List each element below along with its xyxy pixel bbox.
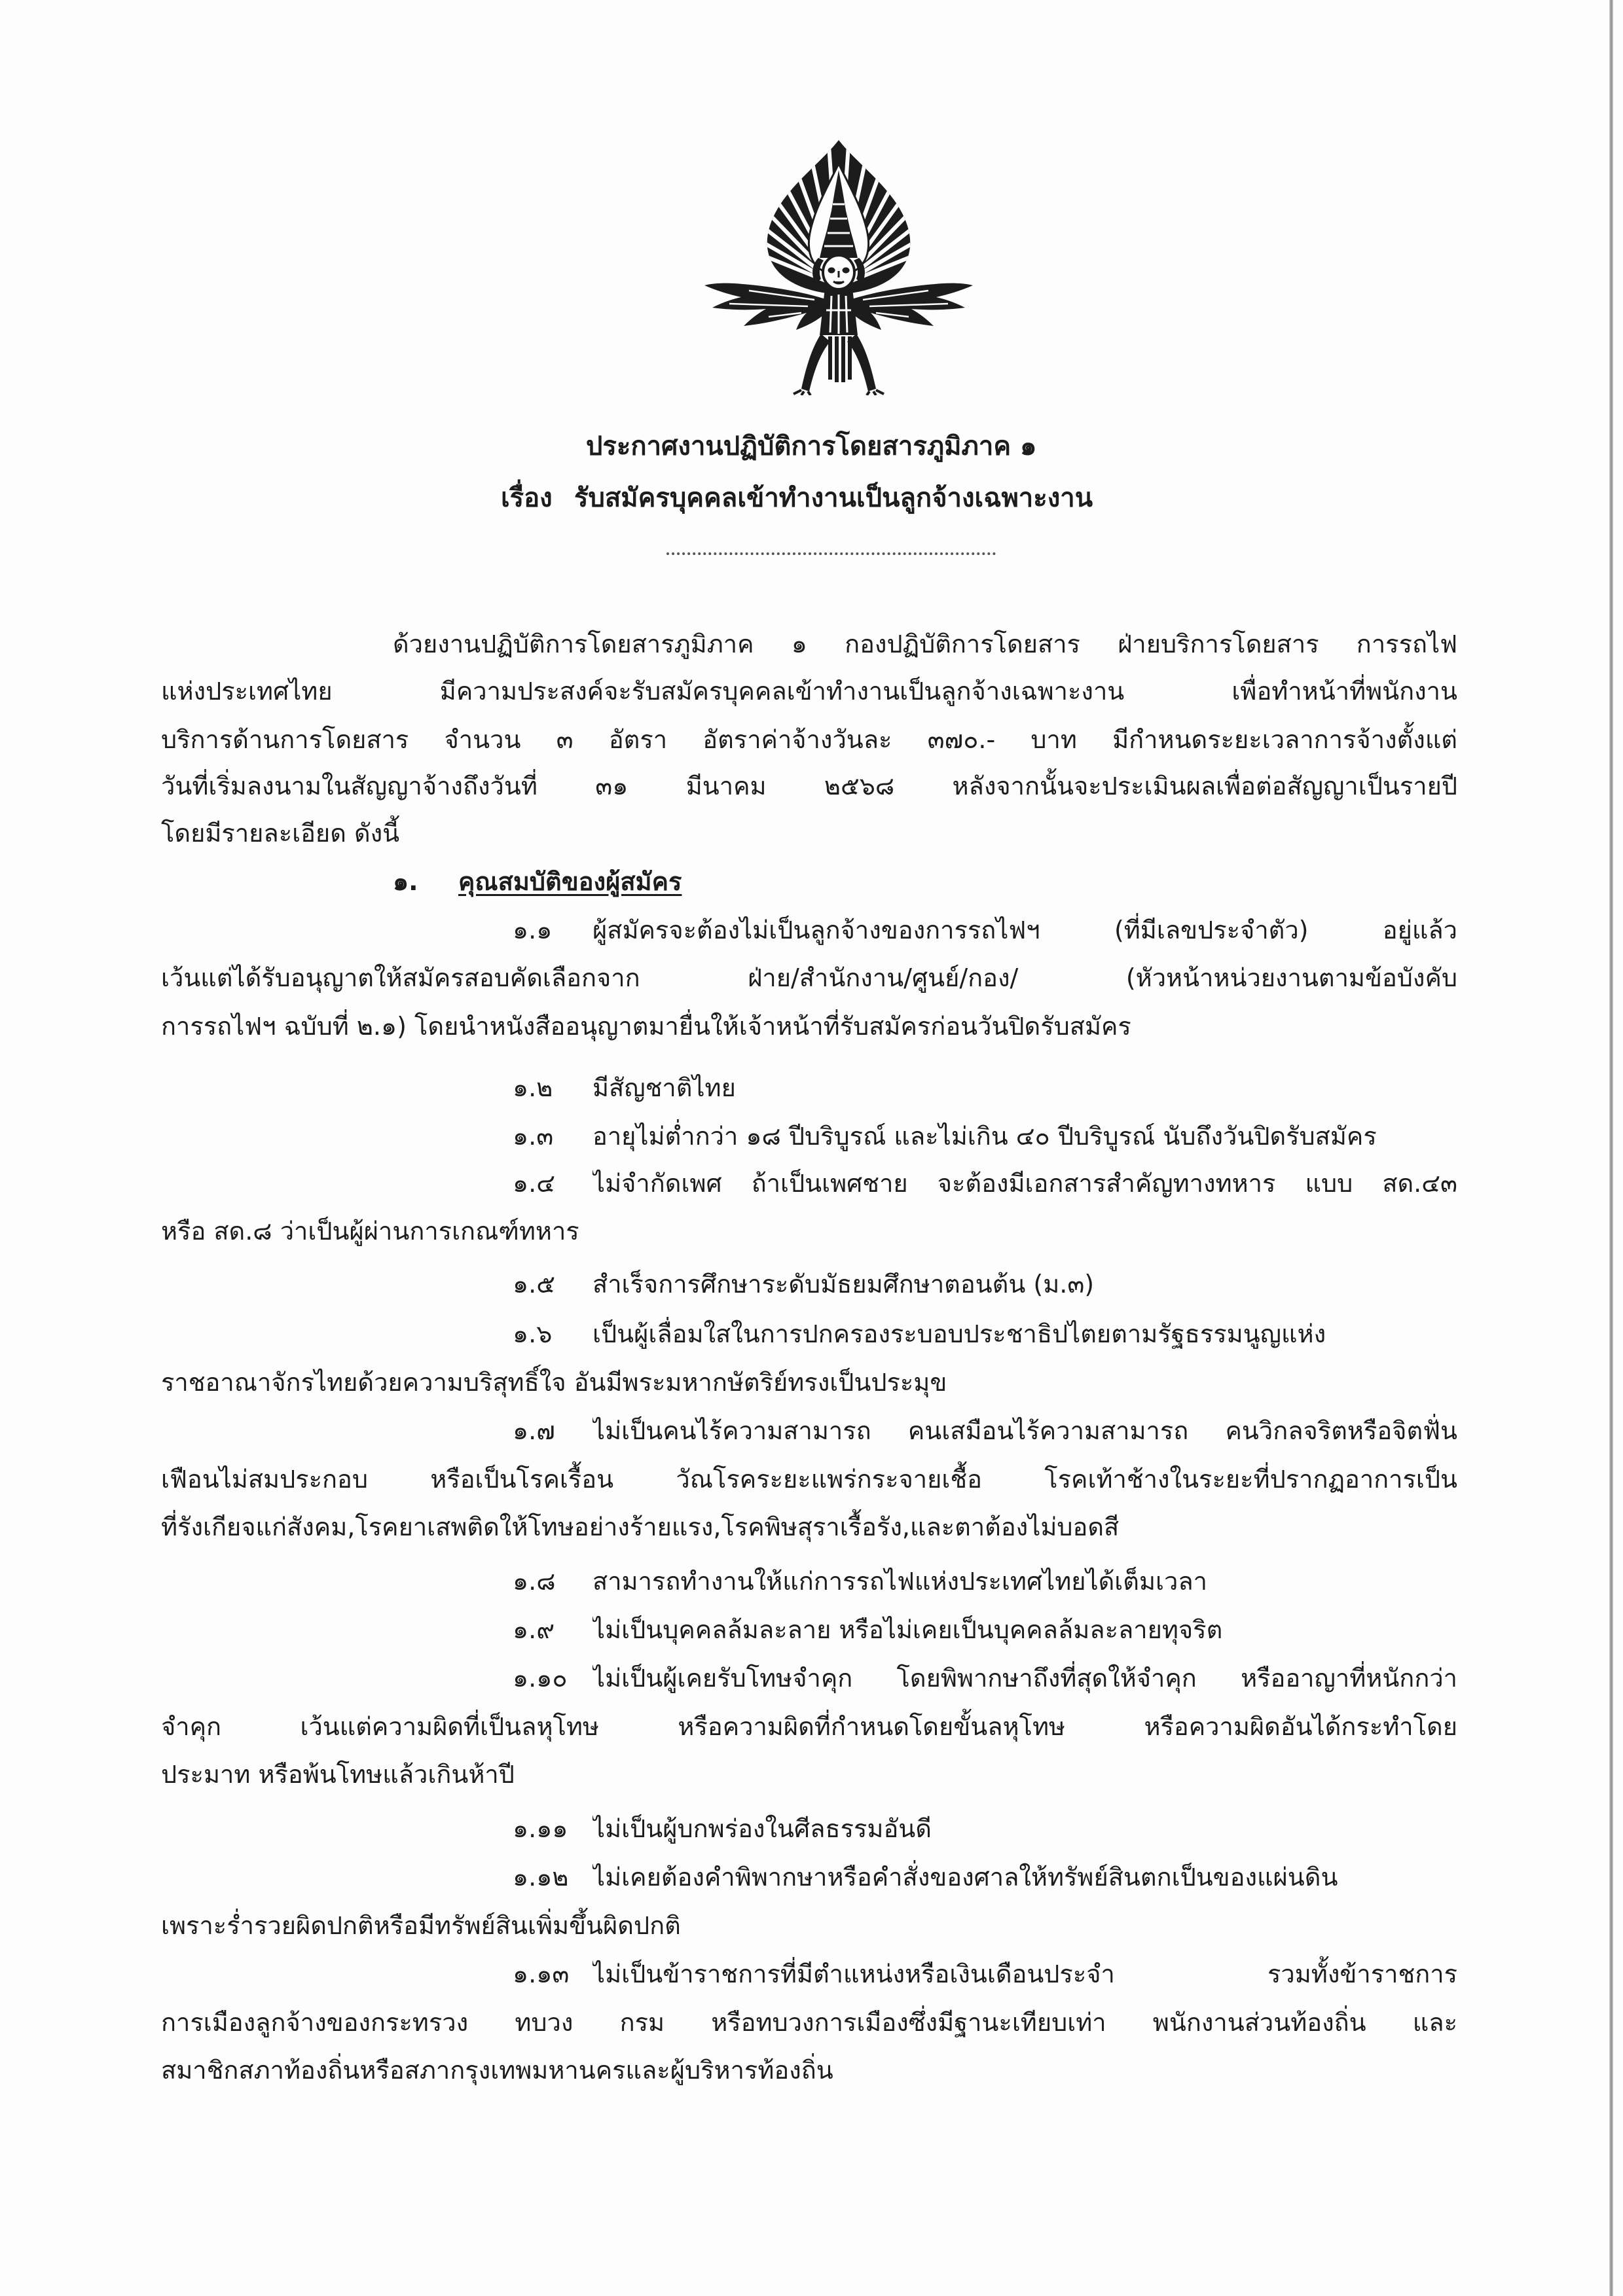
- intro-line: บริการด้านการโดยสาร จำนวน ๓ อัตรา อัตราค่าจ้างวันละ ๓๗๐.- บาท มีกำหนดระยะเวลาการจ้างตั้งแต่: [161, 725, 1457, 754]
- item-line: ประมาท หรือพ้นโทษแล้วเกินห้าปี: [161, 1760, 515, 1789]
- item-line: สมาชิกสภาท้องถิ่นหรือสภากรุงเทพมหานครและผู้บริหารท้องถิ่น: [161, 2056, 833, 2085]
- item-line: สำเร็จการศึกษาระดับมัธยมศึกษาตอนต้น (ม.๓): [593, 1270, 1095, 1299]
- item-line: การรถไฟฯ ฉบับที่ ๒.๑) โดยนำหนังสืออนุญาตมายื่นให้เจ้าหน้าที่รับสมัครก่อนวันปิดรับสมัคร: [161, 1012, 1131, 1041]
- item-line: เว้นแต่ได้รับอนุญาตให้สมัครสอบคัดเลือกจาก ฝ่าย/สำนักงาน/ศูนย์/กอง/ (หัวหน้าหน่วยงานตามข้อบังคับ: [161, 963, 1457, 992]
- item-line: ไม่เป็นผู้บกพร่องในศีลธรรมอันดี: [593, 1814, 932, 1843]
- item-number: ๑.๒: [513, 1073, 553, 1102]
- page-title: ประกาศงานปฏิบัติการโดยสารภูมิภาค ๑: [586, 431, 1037, 461]
- item-line: การเมืองลูกจ้างของกระทรวง ทบวง กรม หรือทบวงการเมืองซึ่งมีฐานะเทียบเท่า พนักงานส่วนท้องถิ่น และ: [161, 2008, 1457, 2037]
- item-number: ๑.๑๓: [513, 1960, 570, 1988]
- intro-line: แห่งประเทศไทย มีความประสงค์จะรับสมัครบุคคลเข้าทำงานเป็นลูกจ้างเฉพาะงาน เพื่อทำหน้าที่พนักงาน: [161, 677, 1457, 706]
- railway-emblem-logo: [703, 139, 974, 395]
- item-line: สามารถทำงานให้แก่การรถไฟแห่งประเทศไทยได้เต็มเวลา: [593, 1567, 1207, 1596]
- item-line: เป็นผู้เลื่อมใสในการปกครองระบอบประชาธิปไตยตามรัฐธรรมนูญแห่ง: [593, 1319, 1326, 1348]
- item-line: ไม่เป็นบุคคลล้มละลาย หรือไม่เคยเป็นบุคคลล้มละลายทุจริต: [593, 1615, 1223, 1644]
- item-line: ราชอาณาจักรไทยด้วยความบริสุทธิ์ใจ อันมีพระมหากษัตริย์ทรงเป็นประมุข: [161, 1368, 947, 1397]
- item-number: ๑.๖: [513, 1319, 553, 1348]
- subject-title: รับสมัครบุคคลเข้าทำงานเป็นลูกจ้างเฉพาะงาน: [574, 483, 1093, 513]
- item-line: หรือ สด.๘ ว่าเป็นผู้ผ่านการเกณฑ์ทหาร: [161, 1217, 579, 1246]
- item-line: ไม่เป็นข้าราชการที่มีตำแหน่งหรือเงินเดือนประจำ รวมทั้งข้าราชการ: [593, 1960, 1457, 1988]
- section-number: ๑.: [393, 867, 418, 896]
- item-number: ๑.๓: [513, 1122, 554, 1151]
- emblem-left-wing: [704, 283, 829, 330]
- item-number: ๑.๑: [513, 916, 553, 944]
- item-line: เพราะร่ำรวยผิดปกติหรือมีทรัพย์สินเพิ่มขึ้นผิดปกติ: [161, 1911, 681, 1940]
- item-number: ๑.๗: [513, 1416, 555, 1445]
- section-heading: คุณสมบัติของผู้สมัคร: [458, 867, 682, 896]
- emblem-tail-columns: [830, 336, 850, 382]
- intro-line: วันที่เริ่มลงนามในสัญญาจ้างถึงวันที่ ๓๑ มีนาคม ๒๕๖๘ หลังจากนั้นจะประเมินผลเพื่อต่อสัญญาเป็นรายปี: [161, 772, 1457, 800]
- item-number: ๑.๔: [513, 1169, 555, 1198]
- item-number: ๑.๑๒: [513, 1863, 569, 1892]
- item-line: อายุไม่ต่ำกว่า ๑๘ ปีบริบูรณ์ และไม่เกิน ๔๐ ปีบริบูรณ์ นับถึงวันปิดรับสมัคร: [593, 1122, 1377, 1151]
- emblem-claws: [793, 390, 884, 395]
- item-number: ๑.๑๑: [513, 1814, 568, 1843]
- intro-line: ด้วยงานปฏิบัติการโดยสารภูมิภาค ๑ กองปฏิบัติการโดยสาร ฝ่ายบริการโดยสาร การรถไฟ: [393, 630, 1457, 658]
- item-line: จำคุก เว้นแต่ความผิดที่เป็นลหุโทษ หรือความผิดที่กำหนดโดยขั้นลหุโทษ หรือความผิดอันได้กระทำโดย: [161, 1712, 1457, 1741]
- intro-line: โดยมีรายละเอียด ดังนี้: [161, 819, 400, 848]
- item-line: ไม่จำกัดเพศ ถ้าเป็นเพศชาย จะต้องมีเอกสารสำคัญทางทหาร แบบ สด.๔๓: [593, 1169, 1457, 1198]
- item-line: ไม่เป็นคนไร้ความสามารถ คนเสมือนไร้ความสามารถ คนวิกลจริตหรือจิตฟั่น: [593, 1416, 1457, 1445]
- subject-label: เรื่อง: [501, 483, 553, 513]
- item-line: ผู้สมัครจะต้องไม่เป็นลูกจ้างของการรถไฟฯ (ที่มีเลขประจำตัว) อยู่แล้ว: [593, 916, 1457, 944]
- item-line: ไม่เป็นผู้เคยรับโทษจำคุก โดยพิพากษาถึงที่สุดให้จำคุก หรืออาญาที่หนักกว่า: [593, 1664, 1457, 1693]
- item-number: ๑.๘: [513, 1567, 556, 1596]
- item-number: ๑.๕: [513, 1270, 555, 1299]
- item-line: ไม่เคยต้องคำพิพากษาหรือคำสั่งของศาลให้ทรัพย์สินตกเป็นของแผ่นดิน: [593, 1863, 1338, 1892]
- item-line: ที่รังเกียจแก่สังคม,โรคยาเสพติดให้โทษอย่างร้ายแรง,โรคพิษสุราเรื้อรัง,และตาต้องไม่บอดสี: [161, 1513, 1120, 1541]
- scan-page-edge: [1609, 0, 1613, 2296]
- item-number: ๑.๙: [513, 1615, 555, 1644]
- title-divider: [666, 552, 996, 555]
- item-line: มีสัญชาติไทย: [593, 1073, 736, 1102]
- emblem-right-wing: [848, 283, 973, 330]
- item-number: ๑.๑๐: [513, 1664, 568, 1693]
- item-line: เฟือนไม่สมประกอบ หรือเป็นโรคเรื้อน วัณโรคระยะแพร่กระจายเชื้อ โรคเท้าช้างในระยะที่ปรากฏอาการเป็น: [161, 1465, 1457, 1494]
